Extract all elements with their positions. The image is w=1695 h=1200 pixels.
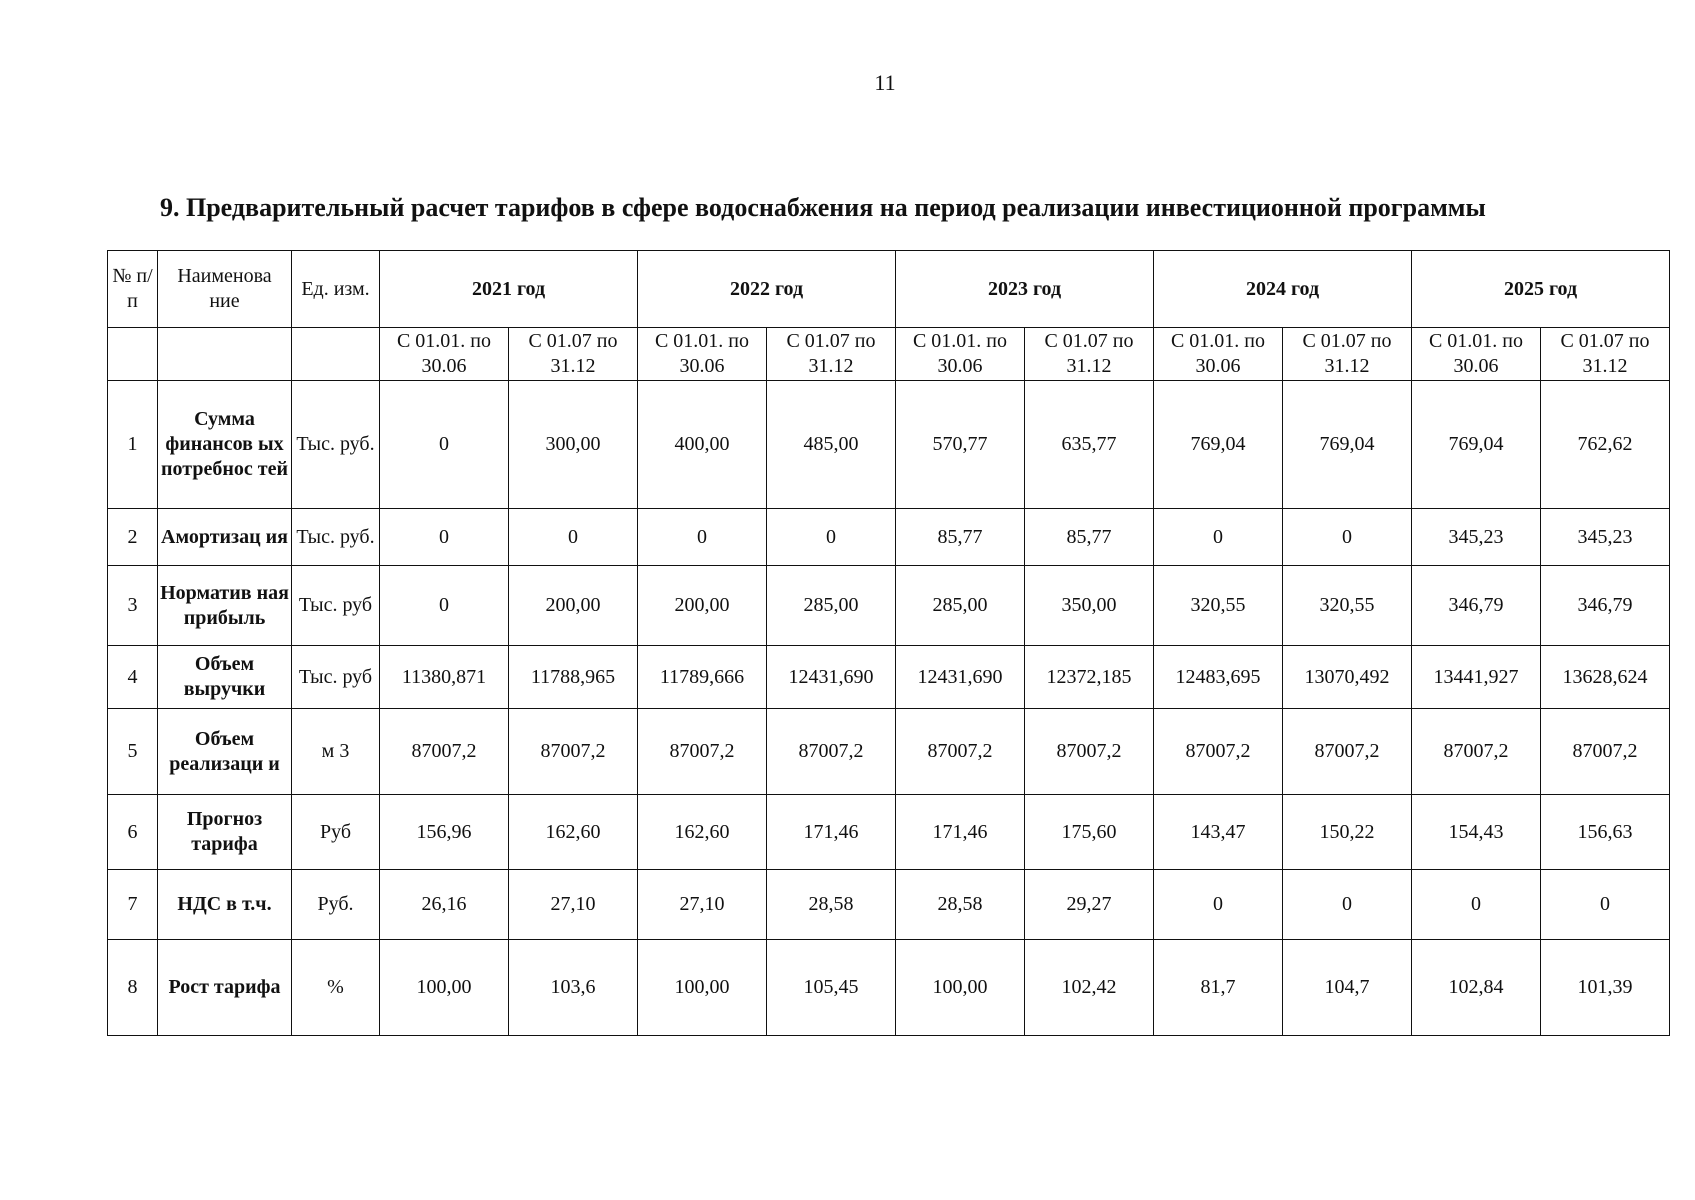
value-cell: 11380,871 xyxy=(380,646,509,709)
value-cell: 0 xyxy=(380,381,509,509)
value-cell: 87007,2 xyxy=(1025,709,1154,795)
value-cell: 26,16 xyxy=(380,870,509,940)
row-name: Объем выручки xyxy=(158,646,292,709)
period-header: С 01.01. по 30.06 xyxy=(638,328,767,381)
value-cell: 635,77 xyxy=(1025,381,1154,509)
row-number: 6 xyxy=(108,795,158,870)
value-cell: 87007,2 xyxy=(1412,709,1541,795)
year-header: 2022 год xyxy=(638,251,896,328)
value-cell: 0 xyxy=(380,566,509,646)
value-cell: 12431,690 xyxy=(767,646,896,709)
year-header: 2025 год xyxy=(1412,251,1670,328)
value-cell: 87007,2 xyxy=(767,709,896,795)
period-header: С 01.07 по 31.12 xyxy=(1541,328,1670,381)
row-number: 7 xyxy=(108,870,158,940)
value-cell: 85,77 xyxy=(896,509,1025,566)
value-cell: 171,46 xyxy=(767,795,896,870)
year-header: 2023 год xyxy=(896,251,1154,328)
value-cell: 11789,666 xyxy=(638,646,767,709)
value-cell: 154,43 xyxy=(1412,795,1541,870)
row-number: 2 xyxy=(108,509,158,566)
value-cell: 12431,690 xyxy=(896,646,1025,709)
table-row xyxy=(108,646,1670,709)
value-cell: 162,60 xyxy=(509,795,638,870)
value-cell: 105,45 xyxy=(767,940,896,1036)
row-name: Амортизац ия xyxy=(158,509,292,566)
value-cell: 28,58 xyxy=(767,870,896,940)
value-cell: 13441,927 xyxy=(1412,646,1541,709)
row-number: 1 xyxy=(108,381,158,509)
document-title: 9. Предварительный расчет тарифов в сфере водоснабжения на период реализации инвестиционной программы xyxy=(160,193,1486,222)
row-unit: Тыс. руб. xyxy=(292,381,380,509)
value-cell: 320,55 xyxy=(1154,566,1283,646)
value-cell: 87007,2 xyxy=(638,709,767,795)
value-cell: 12483,695 xyxy=(1154,646,1283,709)
value-cell: 285,00 xyxy=(767,566,896,646)
tariff-table xyxy=(107,250,1670,1036)
value-cell: 11788,965 xyxy=(509,646,638,709)
row-number: 5 xyxy=(108,709,158,795)
value-cell: 27,10 xyxy=(638,870,767,940)
value-cell: 0 xyxy=(1283,870,1412,940)
value-cell: 200,00 xyxy=(509,566,638,646)
period-header: С 01.01. по 30.06 xyxy=(1154,328,1283,381)
value-cell: 27,10 xyxy=(509,870,638,940)
value-cell: 570,77 xyxy=(896,381,1025,509)
value-cell: 300,00 xyxy=(509,381,638,509)
value-cell: 85,77 xyxy=(1025,509,1154,566)
value-cell: 769,04 xyxy=(1412,381,1541,509)
year-header: 2024 год xyxy=(1154,251,1412,328)
row-name: Рост тарифа xyxy=(158,940,292,1036)
value-cell: 87007,2 xyxy=(380,709,509,795)
value-cell: 345,23 xyxy=(1541,509,1670,566)
value-cell: 87007,2 xyxy=(509,709,638,795)
table-row xyxy=(108,566,1670,646)
table-row xyxy=(108,709,1670,795)
value-cell: 156,63 xyxy=(1541,795,1670,870)
page-number: 11 xyxy=(874,70,896,95)
value-cell: 171,46 xyxy=(896,795,1025,870)
row-unit: м 3 xyxy=(292,709,380,795)
value-cell: 769,04 xyxy=(1283,381,1412,509)
value-cell: 0 xyxy=(638,509,767,566)
row-unit: Тыс. руб. xyxy=(292,509,380,566)
row-name: Норматив ная прибыль xyxy=(158,566,292,646)
value-cell: 0 xyxy=(767,509,896,566)
period-header: С 01.07 по 31.12 xyxy=(767,328,896,381)
value-cell: 320,55 xyxy=(1283,566,1412,646)
value-cell: 87007,2 xyxy=(1283,709,1412,795)
year-header: 2021 год xyxy=(380,251,638,328)
period-header: С 01.07 по 31.12 xyxy=(1025,328,1154,381)
value-cell: 87007,2 xyxy=(896,709,1025,795)
value-cell: 200,00 xyxy=(638,566,767,646)
row-number: 3 xyxy=(108,566,158,646)
value-cell: 12372,185 xyxy=(1025,646,1154,709)
row-name: НДС в т.ч. xyxy=(158,870,292,940)
value-cell: 0 xyxy=(1154,509,1283,566)
value-cell: 769,04 xyxy=(1154,381,1283,509)
value-cell: 87007,2 xyxy=(1541,709,1670,795)
empty-cell xyxy=(108,328,158,381)
header-name: Наименова ние xyxy=(158,251,292,328)
value-cell: 102,84 xyxy=(1412,940,1541,1036)
value-cell: 346,79 xyxy=(1412,566,1541,646)
value-cell: 101,39 xyxy=(1541,940,1670,1036)
row-unit: % xyxy=(292,940,380,1036)
row-number: 4 xyxy=(108,646,158,709)
header-num: № п/ п xyxy=(108,251,158,328)
value-cell: 762,62 xyxy=(1541,381,1670,509)
row-unit: Тыс. руб xyxy=(292,566,380,646)
period-header: С 01.07 по 31.12 xyxy=(509,328,638,381)
value-cell: 87007,2 xyxy=(1154,709,1283,795)
value-cell: 162,60 xyxy=(638,795,767,870)
value-cell: 150,22 xyxy=(1283,795,1412,870)
value-cell: 0 xyxy=(1412,870,1541,940)
header-unit: Ед. изм. xyxy=(292,251,380,328)
value-cell: 0 xyxy=(1154,870,1283,940)
value-cell: 100,00 xyxy=(638,940,767,1036)
empty-cell xyxy=(158,328,292,381)
table-row xyxy=(108,870,1670,940)
value-cell: 100,00 xyxy=(380,940,509,1036)
value-cell: 0 xyxy=(1283,509,1412,566)
value-cell: 345,23 xyxy=(1412,509,1541,566)
row-name: Прогноз тарифа xyxy=(158,795,292,870)
empty-cell xyxy=(292,328,380,381)
value-cell: 81,7 xyxy=(1154,940,1283,1036)
value-cell: 485,00 xyxy=(767,381,896,509)
value-cell: 29,27 xyxy=(1025,870,1154,940)
value-cell: 13628,624 xyxy=(1541,646,1670,709)
value-cell: 143,47 xyxy=(1154,795,1283,870)
table-row xyxy=(108,940,1670,1036)
row-unit: Руб. xyxy=(292,870,380,940)
table-row xyxy=(108,381,1670,509)
table-row xyxy=(108,795,1670,870)
value-cell: 350,00 xyxy=(1025,566,1154,646)
value-cell: 102,42 xyxy=(1025,940,1154,1036)
row-number: 8 xyxy=(108,940,158,1036)
period-header: С 01.01. по 30.06 xyxy=(896,328,1025,381)
period-header: С 01.01. по 30.06 xyxy=(1412,328,1541,381)
row-name: Сумма финансов ых потребнос тей xyxy=(158,381,292,509)
value-cell: 28,58 xyxy=(896,870,1025,940)
value-cell: 0 xyxy=(509,509,638,566)
value-cell: 400,00 xyxy=(638,381,767,509)
value-cell: 285,00 xyxy=(896,566,1025,646)
value-cell: 175,60 xyxy=(1025,795,1154,870)
value-cell: 0 xyxy=(1541,870,1670,940)
value-cell: 103,6 xyxy=(509,940,638,1036)
row-unit: Руб xyxy=(292,795,380,870)
value-cell: 346,79 xyxy=(1541,566,1670,646)
table-row xyxy=(108,509,1670,566)
value-cell: 0 xyxy=(380,509,509,566)
row-unit: Тыс. руб xyxy=(292,646,380,709)
value-cell: 100,00 xyxy=(896,940,1025,1036)
header-row-periods xyxy=(108,328,1670,381)
value-cell: 104,7 xyxy=(1283,940,1412,1036)
value-cell: 156,96 xyxy=(380,795,509,870)
header-row-years xyxy=(108,251,1670,328)
period-header: С 01.01. по 30.06 xyxy=(380,328,509,381)
row-name: Объем реализаци и xyxy=(158,709,292,795)
period-header: С 01.07 по 31.12 xyxy=(1283,328,1412,381)
value-cell: 13070,492 xyxy=(1283,646,1412,709)
